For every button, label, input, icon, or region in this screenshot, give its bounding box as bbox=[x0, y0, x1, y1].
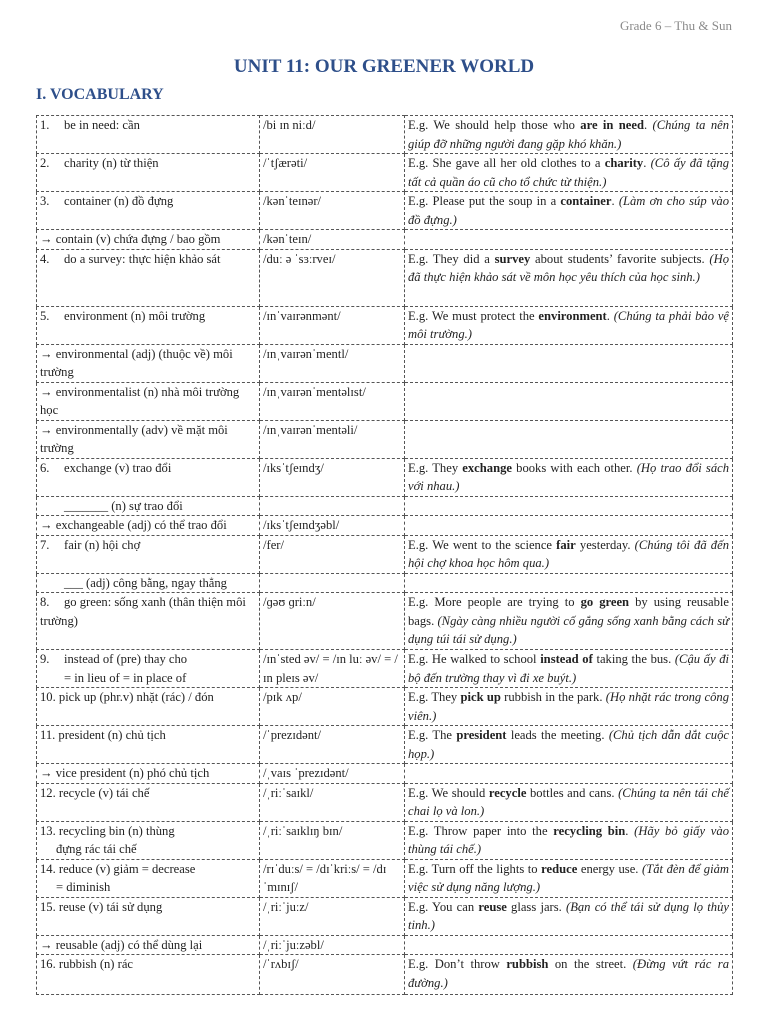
item-number: 8. bbox=[40, 595, 50, 609]
vocab-word-cell bbox=[37, 726, 260, 764]
vocab-word-cell bbox=[37, 688, 260, 726]
example-keyword: survey bbox=[494, 251, 531, 266]
vocab-pronunciation: /kənˈteɪnər/ bbox=[260, 192, 405, 230]
example-translation: (Cô ấy đã tặng tất cả quần áo cũ cho tổ chức từ thiện.) bbox=[408, 156, 730, 189]
example-text: E.g. He walked to school bbox=[408, 652, 541, 666]
example-translation: (Cậu ấy đi bộ đến trường thay vì đi xe buýt.) bbox=[408, 652, 729, 685]
vocab-word: 12. recycle (v) tái chế bbox=[40, 785, 150, 800]
example-text: rubbish in the park. bbox=[500, 690, 606, 704]
vocab-word-cell bbox=[37, 192, 260, 230]
vocab-pronunciation: /ˌriːˈjuːzəbl/ bbox=[260, 935, 405, 955]
example-text: . bbox=[606, 308, 614, 323]
vocab-word-cell bbox=[37, 344, 260, 382]
vocab-example bbox=[405, 535, 733, 573]
vocab-word-cell bbox=[37, 154, 260, 192]
vocab-word-cell bbox=[37, 116, 260, 154]
example-text: taking the bus. bbox=[592, 652, 675, 666]
vocab-pronunciation: /ɡəʊ ɡriːn/ bbox=[260, 593, 405, 650]
example-translation: (Chúng ta phải bảo vệ môi trường.) bbox=[408, 308, 730, 341]
vocab-example bbox=[405, 382, 733, 420]
vocab-word: 13. recycling bin (n) thùng bbox=[40, 823, 175, 838]
vocab-word-cell bbox=[37, 516, 260, 536]
example-text: E.g. They did a bbox=[408, 251, 495, 266]
vocab-word: go green: sống xanh (thân thiện môi trường) bbox=[40, 595, 246, 628]
vocab-word-continuation: = diminish bbox=[56, 880, 111, 894]
vocab-word-cell bbox=[37, 783, 260, 821]
vocab-pronunciation: /pɪk ʌp/ bbox=[260, 688, 405, 726]
vocab-row bbox=[37, 821, 733, 859]
vocab-row bbox=[37, 496, 733, 516]
vocab-example bbox=[405, 306, 733, 344]
vocab-word-cell bbox=[37, 573, 260, 593]
example-translation: (Chúng ta nên tái chế chai lọ và lon.) bbox=[408, 785, 729, 818]
item-number: 2. bbox=[40, 156, 50, 170]
example-translation: (Họ đã thực hiện khảo sát về môn học yêu thích của học sinh.) bbox=[408, 251, 729, 284]
example-keyword: instead of bbox=[540, 652, 593, 666]
vocab-word-cell bbox=[37, 764, 260, 784]
vocab-example bbox=[405, 458, 733, 496]
vocab-word: 11. president (n) chủ tịch bbox=[40, 728, 166, 742]
vocab-pronunciation: /fer/ bbox=[260, 535, 405, 573]
vocab-pronunciation bbox=[260, 573, 405, 593]
vocab-row bbox=[37, 154, 733, 192]
vocab-pronunciation: /ɪksˈtʃeɪndʒəbl/ bbox=[260, 516, 405, 536]
example-keyword: reduce bbox=[541, 861, 578, 876]
example-keyword: container bbox=[560, 194, 612, 208]
vocab-pronunciation: /ˌvaɪs ˈprezɪdənt/ bbox=[260, 764, 405, 784]
vocab-word: exchange (v) trao đổi bbox=[64, 460, 172, 475]
vocab-pronunciation: /ˌriːˈjuːz/ bbox=[260, 897, 405, 935]
example-keyword: pick up bbox=[460, 690, 501, 704]
example-text: . bbox=[611, 194, 619, 208]
vocab-pronunciation: /ˌriːˈsaɪkl/ bbox=[260, 783, 405, 821]
vocab-row bbox=[37, 230, 733, 250]
example-text: E.g. Throw paper into the bbox=[408, 823, 554, 838]
example-text: E.g. She gave all her old clothes to a bbox=[408, 156, 605, 170]
example-text: . bbox=[643, 118, 653, 132]
vocab-pronunciation: /duː ə ˈsɜːrveɪ/ bbox=[260, 249, 405, 306]
item-number: 4. bbox=[40, 251, 50, 266]
vocab-word: 15. reuse (v) tái sử dụng bbox=[40, 899, 163, 914]
example-text: glass jars. bbox=[506, 899, 566, 914]
vocab-pronunciation: /ɪnˌvaɪrənˈmentəli/ bbox=[260, 420, 405, 458]
example-translation: (Chúng tôi đã đến hội chợ khoa học hôm qua.) bbox=[408, 537, 729, 570]
vocab-row bbox=[37, 573, 733, 593]
item-number: 1. bbox=[40, 118, 50, 132]
vocab-word: 16. rubbish (n) rác bbox=[40, 957, 134, 971]
example-text: bottles and cans. bbox=[526, 785, 619, 800]
vocab-example bbox=[405, 935, 733, 955]
vocab-word: environment (n) môi trường bbox=[64, 308, 206, 323]
vocab-word: charity (n) từ thiện bbox=[64, 156, 159, 170]
vocab-blank-entry: _______ (n) sự trao đổi bbox=[64, 498, 183, 513]
example-keyword: are in need bbox=[580, 118, 644, 132]
vocab-pronunciation: /ɪnˈvaɪrənmənt/ bbox=[260, 306, 405, 344]
vocab-word: fair (n) hội chợ bbox=[64, 537, 141, 552]
vocab-word-cell bbox=[37, 897, 260, 935]
example-text: on the street. bbox=[548, 957, 633, 971]
vocab-example bbox=[405, 955, 733, 995]
vocab-word-cell bbox=[37, 935, 260, 955]
example-keyword: reuse bbox=[478, 899, 507, 914]
example-text: E.g. The bbox=[408, 728, 457, 742]
vocab-example bbox=[405, 821, 733, 859]
vocab-row bbox=[37, 726, 733, 764]
vocab-row bbox=[37, 650, 733, 688]
vocabulary-table bbox=[36, 115, 733, 995]
vocab-word-cell bbox=[37, 458, 260, 496]
example-keyword: recycling bin bbox=[553, 823, 626, 838]
vocab-example bbox=[405, 573, 733, 593]
example-text: E.g. Please put the soup in a bbox=[408, 194, 561, 208]
vocab-word: instead of (pre) thay cho bbox=[64, 652, 188, 666]
example-text: . bbox=[625, 823, 635, 838]
vocab-word-cell bbox=[37, 306, 260, 344]
vocab-example bbox=[405, 593, 733, 650]
example-translation: (Chúng ta nên giúp đỡ những người đang gặp khó khăn.) bbox=[408, 118, 729, 151]
item-number: 3. bbox=[40, 194, 50, 208]
vocab-pronunciation: /ɪnˈsted əv/ = /ɪn luː əv/ = /ɪn pleɪs əv/ bbox=[260, 650, 405, 688]
vocab-word: container (n) đồ đựng bbox=[64, 194, 174, 208]
vocab-word-cell bbox=[37, 821, 260, 859]
example-text: E.g. Don’t throw bbox=[408, 957, 507, 971]
vocab-row bbox=[37, 955, 733, 995]
vocab-example bbox=[405, 116, 733, 154]
example-text: energy use. bbox=[577, 861, 643, 876]
example-translation: (Bạn có thể tái sử dụng lọ thủy tinh.) bbox=[408, 899, 729, 932]
vocab-row bbox=[37, 764, 733, 784]
vocab-word-cell bbox=[37, 535, 260, 573]
vocab-word: 14. reduce (v) giảm = decrease bbox=[40, 861, 196, 876]
vocab-example bbox=[405, 897, 733, 935]
vocab-row bbox=[37, 593, 733, 650]
vocab-pronunciation: /ɪnˌvaɪrənˈmentəlɪst/ bbox=[260, 382, 405, 420]
example-translation: (Hãy bỏ giấy vào thùng tái chế.) bbox=[408, 823, 729, 856]
example-text: E.g. We must protect the bbox=[408, 308, 539, 323]
vocab-word: be in need: cần bbox=[64, 118, 140, 132]
example-keyword: fair bbox=[556, 537, 576, 552]
example-text: E.g. You can bbox=[408, 899, 479, 914]
vocab-pronunciation: /ɪksˈtʃeɪndʒ/ bbox=[260, 458, 405, 496]
example-keyword: environment bbox=[538, 308, 607, 323]
vocab-example bbox=[405, 420, 733, 458]
vocab-example bbox=[405, 688, 733, 726]
example-translation: (Chủ tịch dẫn dắt cuộc họp.) bbox=[408, 728, 729, 761]
vocab-word-cell bbox=[37, 593, 260, 650]
vocab-word: → vice president (n) phó chủ tịch bbox=[40, 766, 210, 780]
vocab-word: → exchangeable (adj) có thể trao đổi bbox=[40, 518, 227, 532]
vocab-row bbox=[37, 420, 733, 458]
vocab-pronunciation bbox=[260, 496, 405, 516]
example-keyword: president bbox=[456, 728, 507, 742]
example-text: books with each other. bbox=[511, 460, 637, 475]
vocab-blank-entry: ___ (adj) công bằng, ngay thẳng bbox=[64, 575, 227, 590]
vocab-word-cell bbox=[37, 650, 260, 688]
vocab-row bbox=[37, 897, 733, 935]
example-keyword: rubbish bbox=[506, 957, 549, 971]
vocab-word-cell bbox=[37, 496, 260, 516]
vocab-example bbox=[405, 516, 733, 536]
item-number: 6. bbox=[40, 460, 50, 475]
example-text: E.g. They bbox=[408, 690, 461, 704]
example-translation: (Họ trao đổi sách với nhau.) bbox=[408, 460, 730, 493]
vocab-word-cell bbox=[37, 955, 260, 995]
example-translation: (Họ nhặt rác trong công viên.) bbox=[408, 690, 729, 723]
vocab-example bbox=[405, 859, 733, 897]
vocab-word-continuation: đựng rác tái chế bbox=[56, 842, 137, 856]
vocab-row bbox=[37, 306, 733, 344]
example-text: E.g. Turn off the lights to bbox=[408, 861, 542, 876]
example-translation: (Tắt đèn để giảm việc sử dụng năng lượng.) bbox=[408, 861, 729, 894]
vocab-pronunciation: /ˌriːˈsaɪklɪŋ bɪn/ bbox=[260, 821, 405, 859]
vocab-word: → environmentalist (n) nhà môi trường học bbox=[40, 384, 240, 417]
vocab-row bbox=[37, 192, 733, 230]
example-text: about students’ favorite subjects. bbox=[530, 251, 710, 266]
example-text: . bbox=[643, 156, 651, 170]
vocab-row bbox=[37, 382, 733, 420]
vocab-example bbox=[405, 154, 733, 192]
vocab-word-cell bbox=[37, 249, 260, 306]
vocab-word: 10. pick up (phr.v) nhặt (rác) / đón bbox=[40, 690, 214, 704]
example-text: by using reusable bags. bbox=[408, 595, 729, 628]
vocab-row bbox=[37, 535, 733, 573]
example-text: yesterday. bbox=[575, 537, 635, 552]
vocab-example bbox=[405, 230, 733, 250]
example-keyword: exchange bbox=[462, 460, 512, 475]
example-translation: (Làm ơn cho súp vào đồ đựng.) bbox=[408, 194, 730, 227]
vocab-row bbox=[37, 859, 733, 897]
vocab-word: do a survey: thực hiện khảo sát bbox=[64, 251, 221, 266]
vocab-row bbox=[37, 344, 733, 382]
vocab-pronunciation: /rɪˈduːs/ = /dɪˈkriːs/ = /dɪˈmɪnɪʃ/ bbox=[260, 859, 405, 897]
example-text: E.g. They bbox=[408, 460, 463, 475]
vocab-example bbox=[405, 192, 733, 230]
item-number: 7. bbox=[40, 537, 50, 552]
vocab-example bbox=[405, 726, 733, 764]
vocab-example bbox=[405, 496, 733, 516]
vocab-word: → environmental (adj) (thuộc về) môi trường bbox=[40, 346, 233, 379]
item-number: 9. bbox=[40, 652, 50, 666]
example-text: E.g. We should help those who bbox=[408, 118, 581, 132]
vocab-row bbox=[37, 935, 733, 955]
vocab-pronunciation: /kənˈteɪn/ bbox=[260, 230, 405, 250]
vocab-row bbox=[37, 116, 733, 154]
vocab-row bbox=[37, 249, 733, 306]
item-number: 5. bbox=[40, 308, 50, 323]
vocab-pronunciation: /ˈtʃærəti/ bbox=[260, 154, 405, 192]
vocab-row bbox=[37, 783, 733, 821]
vocab-word-continuation: = in lieu of = in place of bbox=[64, 670, 187, 685]
example-text: E.g. We went to the science bbox=[408, 537, 557, 552]
vocab-word-cell bbox=[37, 382, 260, 420]
example-text: E.g. We should bbox=[408, 785, 489, 800]
vocab-example bbox=[405, 249, 733, 306]
vocab-example bbox=[405, 783, 733, 821]
vocab-row bbox=[37, 458, 733, 496]
example-translation: (Đừng vứt rác ra đường.) bbox=[408, 957, 729, 990]
vocab-word: → reusable (adj) có thể dùng lại bbox=[40, 937, 203, 952]
example-text: leads the meeting. bbox=[506, 728, 609, 742]
example-translation: (Ngày càng nhiều người cố gắng sống xanh bằng cách sử dụng túi tái sử dụng.) bbox=[408, 613, 729, 646]
page-title: UNIT 11: OUR GREENER WORLD bbox=[233, 56, 535, 77]
vocab-word-cell bbox=[37, 420, 260, 458]
example-keyword: charity bbox=[604, 156, 644, 170]
page-header: Grade 6 – Thu & Sun bbox=[619, 18, 732, 33]
vocab-example bbox=[405, 650, 733, 688]
vocab-pronunciation: /ɪnˌvaɪrənˈmentl/ bbox=[260, 344, 405, 382]
example-keyword: go green bbox=[580, 595, 630, 609]
example-keyword: recycle bbox=[488, 785, 527, 800]
vocab-row bbox=[37, 688, 733, 726]
section-heading: I. VOCABULARY bbox=[36, 86, 164, 103]
vocab-row bbox=[37, 516, 733, 536]
vocab-example bbox=[405, 764, 733, 784]
vocab-word: → contain (v) chứa đựng / bao gồm bbox=[40, 232, 221, 246]
vocab-pronunciation: /bi ɪn niːd/ bbox=[260, 116, 405, 154]
vocab-pronunciation: /ˈprezɪdənt/ bbox=[260, 726, 405, 764]
vocab-word: → environmentally (adv) về mặt môi trường bbox=[40, 422, 228, 455]
vocab-example bbox=[405, 344, 733, 382]
vocab-word-cell bbox=[37, 230, 260, 250]
example-text: E.g. More people are trying to bbox=[408, 595, 581, 609]
vocab-pronunciation: /ˈrʌbɪʃ/ bbox=[260, 955, 405, 995]
vocab-word-cell bbox=[37, 859, 260, 897]
